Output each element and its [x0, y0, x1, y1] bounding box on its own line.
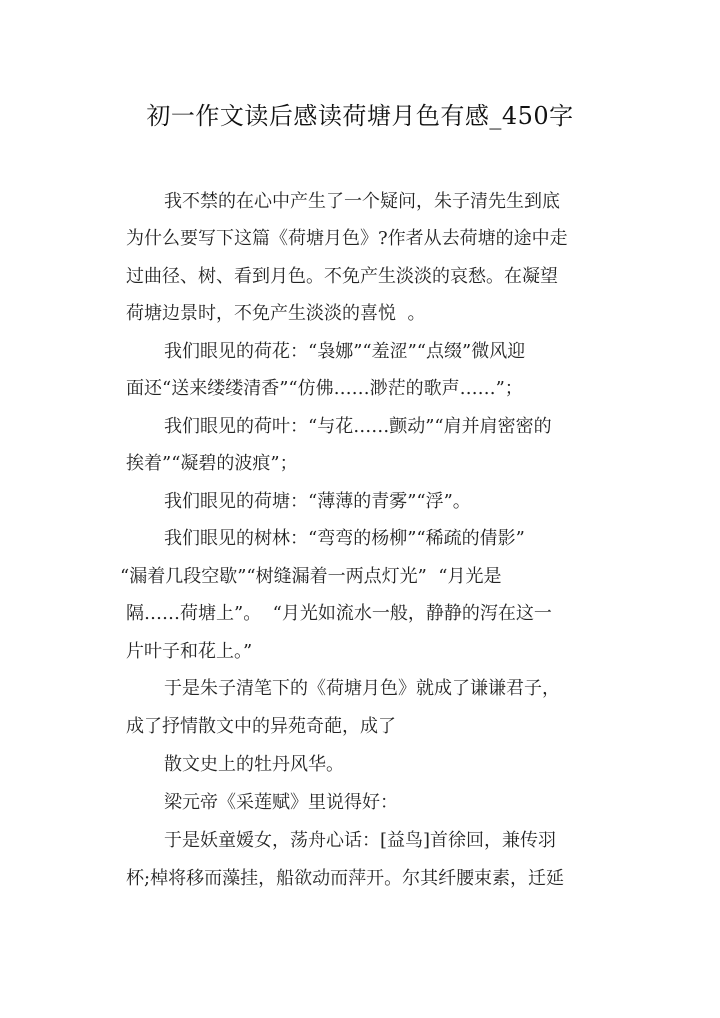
- paragraph-line: 我不禁的在心中产生了一个疑问，朱子清先生到底: [164, 191, 560, 212]
- paragraph-line: 散文史上的牡丹风华。: [164, 754, 344, 775]
- paragraph-line: 梁元帝《采莲赋》里说得好：: [164, 792, 398, 813]
- paragraph-line: 杯;棹将移而藻挂，船欲动而萍开。尔其纤腰束素，迁延: [126, 868, 565, 889]
- paragraph-line: 片叶子和花上。”: [126, 641, 253, 662]
- paragraph-line: 过曲径、树、看到月色。不免产生淡淡的哀愁。在凝望: [126, 266, 558, 287]
- paragraph-line: 挨着”“凝碧的波痕”；: [126, 453, 298, 474]
- paragraph-line: 面还“送来缕缕清香”“仿佛……渺茫的歌声……”；: [126, 378, 523, 399]
- paragraph-line: 荷塘边景时，不免产生淡淡的喜悦 。: [126, 303, 426, 324]
- paragraph-line: 我们眼见的荷塘：“薄薄的青雾”“浮”。: [164, 491, 471, 512]
- paragraph-line: 成了抒情散文中的异苑奇葩，成了: [126, 716, 396, 737]
- paragraph-line: 为什么要写下这篇《荷塘月色》?作者从去荷塘的途中走: [126, 228, 568, 249]
- paragraph-line: 我们眼见的荷叶：“与花……颤动”“肩并肩密密的: [164, 416, 552, 437]
- paragraph-line: 于是朱子清笔下的《荷塘月色》就成了谦谦君子，: [164, 678, 560, 699]
- paragraph-line: 隔……荷塘上”。 “月光如流水一般，静静的泻在这一: [126, 603, 552, 624]
- page-title: 初一作文读后感读荷塘月色有感_450字: [146, 102, 574, 130]
- paragraph-line: 于是妖童嫒女，荡舟心话：[益鸟]首徐回，兼传羽: [164, 830, 557, 851]
- paragraph-line: “漏着几段空歇”“树缝漏着一两点灯光” “月光是: [120, 566, 502, 587]
- paragraph-line: 我们眼见的荷花：“袅娜”“羞涩”“点缀”微风迎: [164, 341, 526, 362]
- paragraph-line: 我们眼见的树林：“弯弯的杨柳”“稀疏的倩影”: [164, 528, 525, 549]
